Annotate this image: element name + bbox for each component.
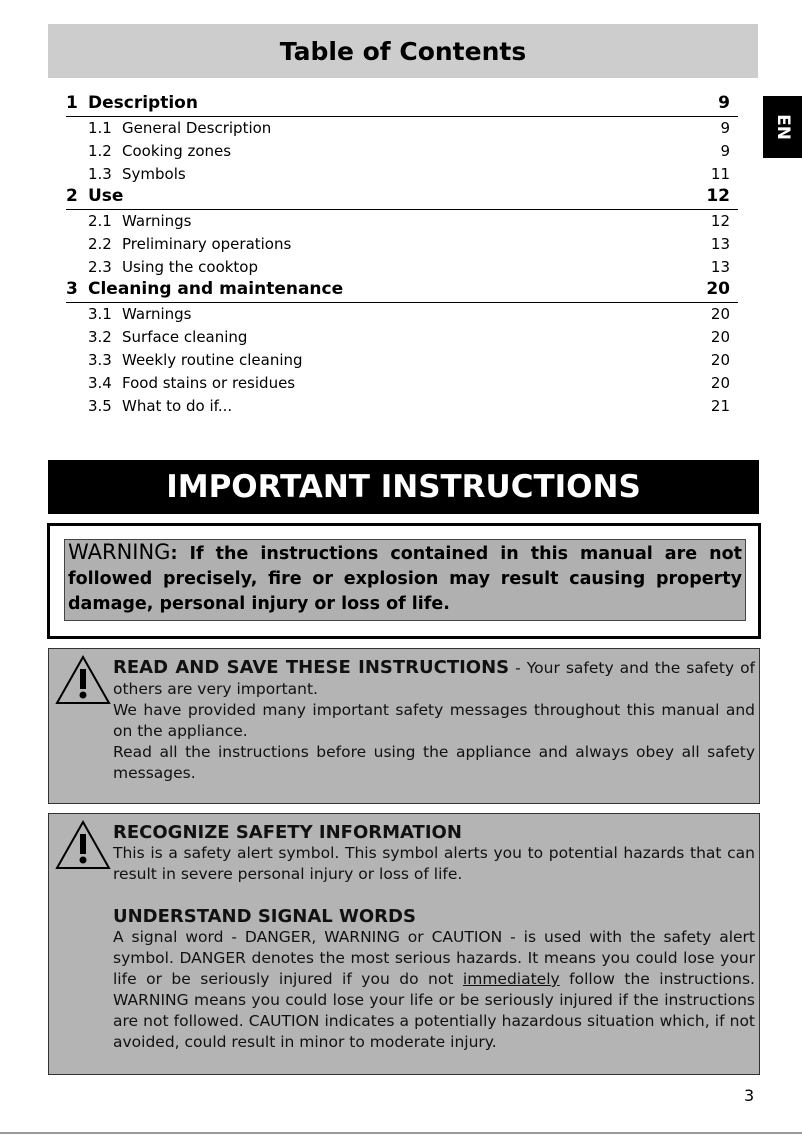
toc-item-page: 21: [710, 397, 730, 415]
toc-item[interactable]: [66, 233, 738, 256]
toc-item-number: 2.3: [88, 258, 112, 276]
read-instructions-text: Read all the instructions before using the appliance and always obey all safety messages.: [113, 743, 755, 782]
toc-item-label: Cooking zones: [122, 142, 232, 160]
toc-item-page: 11: [710, 165, 730, 183]
warning-text: : If the instructions contained in this manual are not followed precisely, fire or explosion may result causing property damage, personal injury or loss of life.: [68, 544, 742, 614]
recognize-text: This is a safety alert symbol. This symbol alerts you to potential hazards that can result in severe personal injury or loss of life.: [113, 844, 755, 883]
toc-item[interactable]: [66, 372, 738, 395]
toc-item[interactable]: [66, 256, 738, 279]
recognize-title: RECOGNIZE SAFETY INFORMATION: [113, 822, 462, 843]
toc-item-label: Surface cleaning: [122, 328, 248, 346]
toc-section[interactable]: [66, 279, 738, 303]
toc-item[interactable]: [66, 303, 738, 326]
toc-item[interactable]: [66, 349, 738, 372]
signal-words-title: UNDERSTAND SIGNAL WORDS: [113, 906, 416, 927]
toc-section-label: Use: [88, 186, 124, 206]
toc-item-label: Food stains or residues: [122, 374, 296, 392]
toc-item-number: 1.1: [88, 119, 112, 137]
toc-item-number: 2.2: [88, 235, 112, 253]
toc-item-number: 3.3: [88, 351, 112, 369]
toc-section-label: Description: [88, 93, 198, 113]
toc-item-number: 3.5: [88, 397, 112, 415]
safety-info-box: [48, 813, 760, 1075]
signal-words-text: [113, 927, 755, 1053]
toc-item-label: Weekly routine cleaning: [122, 351, 303, 369]
signal-words-text-a: A signal word - DANGER, WARNING or CAUTION - is used with the safety alert symbol. DANGER denotes the most serious hazards. It means you could lose your life or be seriously injured if you do not: [113, 928, 755, 988]
toc-item-label: Symbols: [122, 165, 186, 183]
toc-item-page: 13: [710, 258, 730, 276]
toc-section-label: Cleaning and maintenance: [88, 279, 344, 299]
warning-triangle-icon: [55, 820, 111, 870]
language-label: EN: [772, 114, 793, 140]
toc-section-number: 1: [66, 93, 78, 113]
read-save-text: - Your safety and the safety of others are very important.: [113, 659, 756, 698]
toc-item-number: 3.2: [88, 328, 112, 346]
toc-item-label: What to do if...: [122, 397, 233, 415]
toc-item-label: Warnings: [122, 305, 192, 323]
toc-item-page: 20: [710, 328, 730, 346]
bottom-rule: [0, 1132, 802, 1134]
important-instructions-heading: IMPORTANT INSTRUCTIONS: [48, 460, 759, 514]
toc-item-label: Warnings: [122, 212, 192, 230]
toc-section-number: 2: [66, 186, 78, 206]
toc-item[interactable]: [66, 326, 738, 349]
table-of-contents: [66, 93, 738, 418]
warning-box: [64, 539, 746, 621]
toc-item-number: 3.4: [88, 374, 112, 392]
warning-triangle-icon: [55, 655, 111, 705]
toc-section-page: 20: [706, 279, 730, 299]
toc-item-page: 9: [720, 119, 730, 137]
toc-item-number: 1.2: [88, 142, 112, 160]
warning-word: WARNING: [68, 540, 171, 564]
toc-item[interactable]: [66, 117, 738, 140]
read-save-title: READ AND SAVE THESE INSTRUCTIONS: [113, 657, 510, 678]
toc-item-page: 20: [710, 374, 730, 392]
toc-section[interactable]: [66, 93, 738, 117]
toc-section[interactable]: [66, 186, 738, 210]
toc-item-label: Using the cooktop: [122, 258, 259, 276]
toc-item-number: 3.1: [88, 305, 112, 323]
read-save-box: [48, 648, 760, 804]
toc-item-page: 12: [710, 212, 730, 230]
toc-item[interactable]: [66, 395, 738, 418]
immediately-underlined: immediately: [462, 970, 560, 988]
language-tab: [763, 96, 802, 158]
toc-item[interactable]: [66, 163, 738, 186]
toc-section-page: 12: [706, 186, 730, 206]
page-number: 3: [744, 1086, 755, 1105]
safety-messages-text: We have provided many important safety messages throughout this manual and on the appliance.: [113, 701, 755, 740]
toc-item-number: 1.3: [88, 165, 112, 183]
toc-item-page: 9: [720, 142, 730, 160]
toc-item-page: 20: [710, 351, 730, 369]
toc-item-page: 13: [710, 235, 730, 253]
toc-item-number: 2.1: [88, 212, 112, 230]
toc-section-page: 9: [718, 93, 730, 113]
toc-item-label: Preliminary operations: [122, 235, 292, 253]
toc-item-label: General Description: [122, 119, 272, 137]
toc-item[interactable]: [66, 210, 738, 233]
signal-words-text-b: follow the instructions. WARNING means you could lose your life or be seriously injured if the instructions are not followed. CAUTION indicates a potentially hazardous situation which, if not avoided, could result in minor to moderate injury.: [113, 970, 755, 1051]
toc-item-page: 20: [710, 305, 730, 323]
toc-item[interactable]: [66, 140, 738, 163]
toc-section-number: 3: [66, 279, 78, 299]
toc-title: Table of Contents: [48, 24, 758, 78]
